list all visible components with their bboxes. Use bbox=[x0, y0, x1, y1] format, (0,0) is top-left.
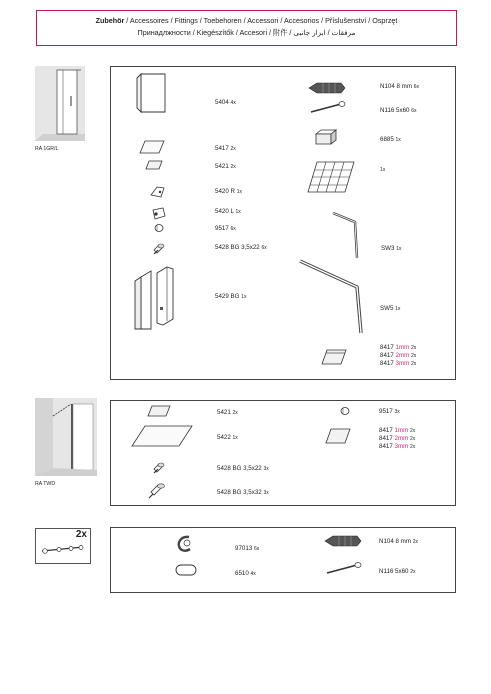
item-n104-label: N104 8 mm 2x bbox=[379, 538, 418, 545]
header-title: Zubehör bbox=[95, 16, 125, 25]
tile-template-icon bbox=[307, 161, 355, 193]
item-5428-label: 5428 BG 3,5x22 6x bbox=[215, 244, 267, 251]
thumb-qty-badge: 2x bbox=[75, 529, 87, 540]
hook-bracket-icon bbox=[175, 534, 195, 554]
screw-cap-icon bbox=[339, 406, 351, 416]
item-tile-qty-label: 1x bbox=[380, 167, 386, 173]
long-screw-icon bbox=[147, 480, 169, 500]
item-8417-2mm-label: 8417 2mm 2x bbox=[379, 435, 416, 442]
long-screw-icon bbox=[307, 101, 347, 115]
ra-1grl-thumbnail bbox=[35, 66, 85, 141]
screw-icon bbox=[151, 460, 167, 476]
towel-rail-thumbnail bbox=[35, 528, 91, 564]
item-5428-32-label: 5428 BG 3,5x32 3x bbox=[217, 489, 269, 496]
item-8417-3mm-label: 8417 3mm 2x bbox=[380, 360, 417, 367]
item-6885-label: 6885 1x bbox=[380, 136, 401, 143]
item-5420r-label: 5420 R 1x bbox=[215, 188, 242, 195]
rubber-pad-icon bbox=[175, 564, 197, 576]
screw-cap-icon bbox=[153, 223, 165, 233]
mounting-profile-icon bbox=[133, 267, 175, 331]
wall-profile-icon bbox=[137, 72, 167, 114]
screw-icon bbox=[151, 241, 167, 257]
shim-stack-icon bbox=[321, 348, 347, 366]
item-5429-label: 5429 BG 1x bbox=[215, 293, 247, 300]
hinge-right-icon bbox=[149, 185, 165, 199]
long-screw-icon bbox=[323, 562, 363, 576]
shim-stack-icon bbox=[325, 427, 351, 445]
item-5421-label: 5421 2x bbox=[217, 409, 238, 416]
hex-key-large-icon bbox=[297, 257, 373, 337]
ra-twd-caption: RA TWD bbox=[35, 481, 56, 487]
item-sw5-label: SW5 1x bbox=[380, 305, 401, 312]
small-plate-icon bbox=[145, 160, 163, 170]
item-5417-label: 5417 2x bbox=[215, 145, 236, 152]
hex-key-small-icon bbox=[331, 210, 365, 260]
cover-plate-icon bbox=[139, 140, 165, 154]
section3-panel bbox=[110, 527, 456, 593]
item-5421-label: 5421 2x bbox=[215, 163, 236, 170]
item-5404-label: 5404 4x bbox=[215, 99, 236, 106]
item-8417-2mm-label: 8417 2mm 2x bbox=[380, 352, 417, 359]
item-9517-label: 9517 3x bbox=[379, 408, 400, 415]
item-n116-label: N116 5x60 6x bbox=[380, 107, 417, 114]
item-8417-1mm-label: 8417 1mm 2x bbox=[380, 344, 417, 351]
walk-in-panel-icon bbox=[35, 398, 97, 476]
item-8417-1mm-label: 8417 1mm 2x bbox=[379, 427, 416, 434]
section2-panel bbox=[110, 400, 456, 506]
accessories-header bbox=[36, 10, 457, 46]
section1-panel bbox=[110, 66, 456, 380]
item-9517-label: 9517 6x bbox=[215, 225, 236, 232]
item-5428-22-label: 5428 BG 3,5x22 3x bbox=[217, 465, 269, 472]
ra-twd-thumbnail bbox=[35, 398, 97, 476]
wall-plug-icon bbox=[323, 534, 363, 548]
header-translations: / Accessoires / Fittings / Toebehoren / Accessori / Accesorios / Příslušenství / Osprzęt bbox=[124, 16, 398, 25]
header-line-1 bbox=[37, 16, 456, 25]
item-5420l-label: 5420 L 1x bbox=[215, 208, 241, 215]
small-plate-icon bbox=[147, 405, 171, 417]
spacer-block-icon bbox=[315, 129, 337, 145]
item-6510-label: 6510 4x bbox=[235, 570, 256, 577]
glass-plate-icon bbox=[131, 425, 193, 447]
item-8417-3mm-label: 8417 3mm 2x bbox=[379, 443, 416, 450]
ra-1grl-caption: RA 1GR/L bbox=[35, 146, 59, 152]
towel-rail-icon bbox=[39, 541, 87, 559]
hinge-left-icon bbox=[151, 206, 167, 220]
shower-door-icon bbox=[35, 66, 85, 141]
header-line-2: Принадлжности / Kiegészítők / Accesori / 附件 / مرفقات / ابزار جانبی bbox=[137, 28, 356, 37]
item-sw3-label: SW3 1x bbox=[381, 245, 402, 252]
wall-plug-icon bbox=[307, 81, 347, 95]
item-n116-label: N116 5x60 2x bbox=[379, 568, 416, 575]
item-n104-label: N104 8 mm 6x bbox=[380, 83, 419, 90]
item-97013-label: 97013 6x bbox=[235, 545, 260, 552]
item-5422-label: 5422 1x bbox=[217, 434, 238, 441]
